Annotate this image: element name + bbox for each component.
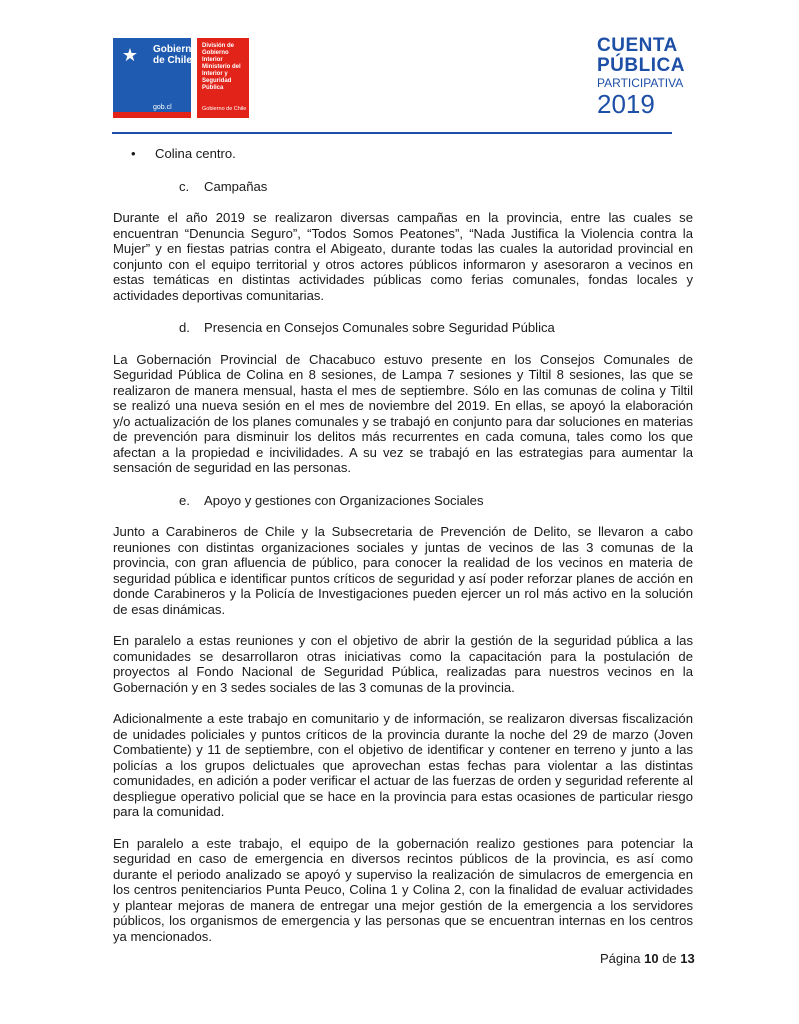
gobierno-de-chile-logo bbox=[113, 38, 198, 118]
page-current: 10 bbox=[644, 951, 659, 966]
section-title: Presencia en Consejos Comunales sobre Seguridad Pública bbox=[204, 320, 555, 335]
document-body bbox=[113, 140, 693, 944]
section-title: Campañas bbox=[204, 178, 268, 194]
bullet-text: Colina centro. bbox=[155, 146, 236, 161]
division-gobierno-interior-logo bbox=[197, 38, 249, 118]
section-letter: d. bbox=[179, 320, 190, 335]
paragraph: Adicionalmente a este trabajo en comunitario y de información, se realizaron diversas fiscalización de unidades policiales y puntos críticos de la provincia durante la noche del 29 de marzo (Joven Combatiente) y 11 de septiembre, con el objetivo de identificar y contener en terreno y junto a las policías a los grupos delictuales que aprovechan estas fechas para violentar a las distintas comunidades, en adición a poder verificar el actuar de las fuerzas de orden y seguridad referente al despliegue operativo policial que se hace en la provincia para estas ocasiones de particular riesgo para la comunidad. bbox=[113, 711, 693, 819]
gob-logo-url: gob.cl bbox=[153, 104, 172, 111]
section-title: Apoyo y gestiones con Organizaciones Sociales bbox=[204, 492, 484, 508]
section-heading-e bbox=[113, 493, 693, 509]
paragraph: Junto a Carabineros de Chile y la Subsecretaria de Prevención de Delito, se llevaron a cabo reuniones con distintas organizaciones sociales y juntas de vecinos de las 3 comunas de la provincia, con gran afluencia de público, para conocer la realidad de los vecinos en materia de seguridad pública e identificar puntos críticos de seguridad y así poder reforzar planes de acción en donde Carabineros y la Policía de Investigaciones pueden ejercer un rol más activo en la solución de esas dinámicas. bbox=[113, 524, 693, 617]
gob-logo-line2: de Chile bbox=[153, 55, 192, 66]
page-word: Página bbox=[600, 951, 641, 966]
chile-star-icon: ★ bbox=[121, 45, 139, 65]
cuenta-line2: PÚBLICA bbox=[597, 55, 685, 76]
division-logo-sub: Gobierno de Chile bbox=[202, 106, 247, 112]
cuenta-line3: PARTICIPATIVA bbox=[597, 76, 684, 90]
logo-red-stripe bbox=[113, 112, 191, 118]
cuenta-year: 2019 bbox=[597, 89, 655, 119]
paragraph: En paralelo a estas reuniones y con el objetivo de abrir la gestión de la seguridad pública a las comunidades se desarrollaron otras iniciativas como la capacitación para la postulación de proyectos al Fondo Nacional de Seguridad Pública, realizadas para nuestros vecinos en la Gobernación y en 3 sedes sociales de las 3 comunas de la provincia. bbox=[113, 633, 693, 695]
page-of: de bbox=[662, 951, 677, 966]
paragraph: La Gobernación Provincial de Chacabuco estuvo presente en los Consejos Comunales de Seguridad Pública de Colina en 8 sesiones, de Lampa 7 sesiones y Tiltil 8 sesiones, las que se realizaron de manera mensual, hasta el mes de septiembre. Sólo en las comunas de colina y Tiltil se realizó una nueva sesión en el mes de noviembre del 2019. En ellas, se apoyó la elaboración y/o actualización de los planes comunales y se trabajó en conjunto para dar soluciones en materias de prevención para disminuir los delitos más recurrentes en cada comuna, tales como los que afectan a la propiedad e incivilidades. A su vez se trabajó en las estrategias para aumentar la sensación de seguridad en las personas. bbox=[113, 351, 693, 475]
cuenta-line1: CUENTA bbox=[597, 35, 678, 56]
page-header bbox=[0, 0, 799, 130]
bullet-icon: • bbox=[131, 146, 136, 161]
page-number bbox=[600, 951, 695, 966]
cuenta-publica-logo bbox=[597, 36, 707, 118]
division-logo-text: División de Gobierno Interior Ministerio del Interior y Seguridad Pública bbox=[202, 43, 241, 91]
section-heading-c bbox=[113, 179, 693, 195]
section-letter: c. bbox=[179, 178, 190, 194]
paragraph: Durante el año 2019 se realizaron diversas campañas en la provincia, entre las cuales se encuentran “Denuncia Seguro”, “Todos Somos Peatones”, “Nada Justifica la Violencia contra la Mujer” y en fiestas patrias contra el Abigeato, durante todas las cuales la autoridad provincial en conjunto con el equipo territorial y otros actores públicos informaron y asesoraron a vecinos en estas temáticas en distintas actividades públicas como ferias comunales, fondas locales y actividades deportivas comunitarias. bbox=[113, 210, 693, 303]
gob-logo-line1: Gobierno bbox=[153, 44, 198, 55]
list-item bbox=[113, 146, 693, 162]
header-divider bbox=[112, 132, 672, 134]
paragraph: En paralelo a este trabajo, el equipo de la gobernación realizo gestiones para potenciar la seguridad en caso de emergencia en diversos recintos públicos de la provincia, es así como durante el periodo analizado se apoyó y superviso la realización de simulacros de emergencia en los centros penitenciarios Punta Peuco, Colina 1 y Colina 2, con la finalidad de evaluar actividades y plantear mejoras de manera de entregar una mejor gestión de la emergencia a los servidores públicos, los organismos de emergencia y las personas que se encuentran internas en los centros ya mencionados. bbox=[113, 835, 693, 944]
section-letter: e. bbox=[179, 492, 190, 508]
page-total: 13 bbox=[680, 951, 695, 966]
section-heading-d bbox=[113, 320, 693, 336]
